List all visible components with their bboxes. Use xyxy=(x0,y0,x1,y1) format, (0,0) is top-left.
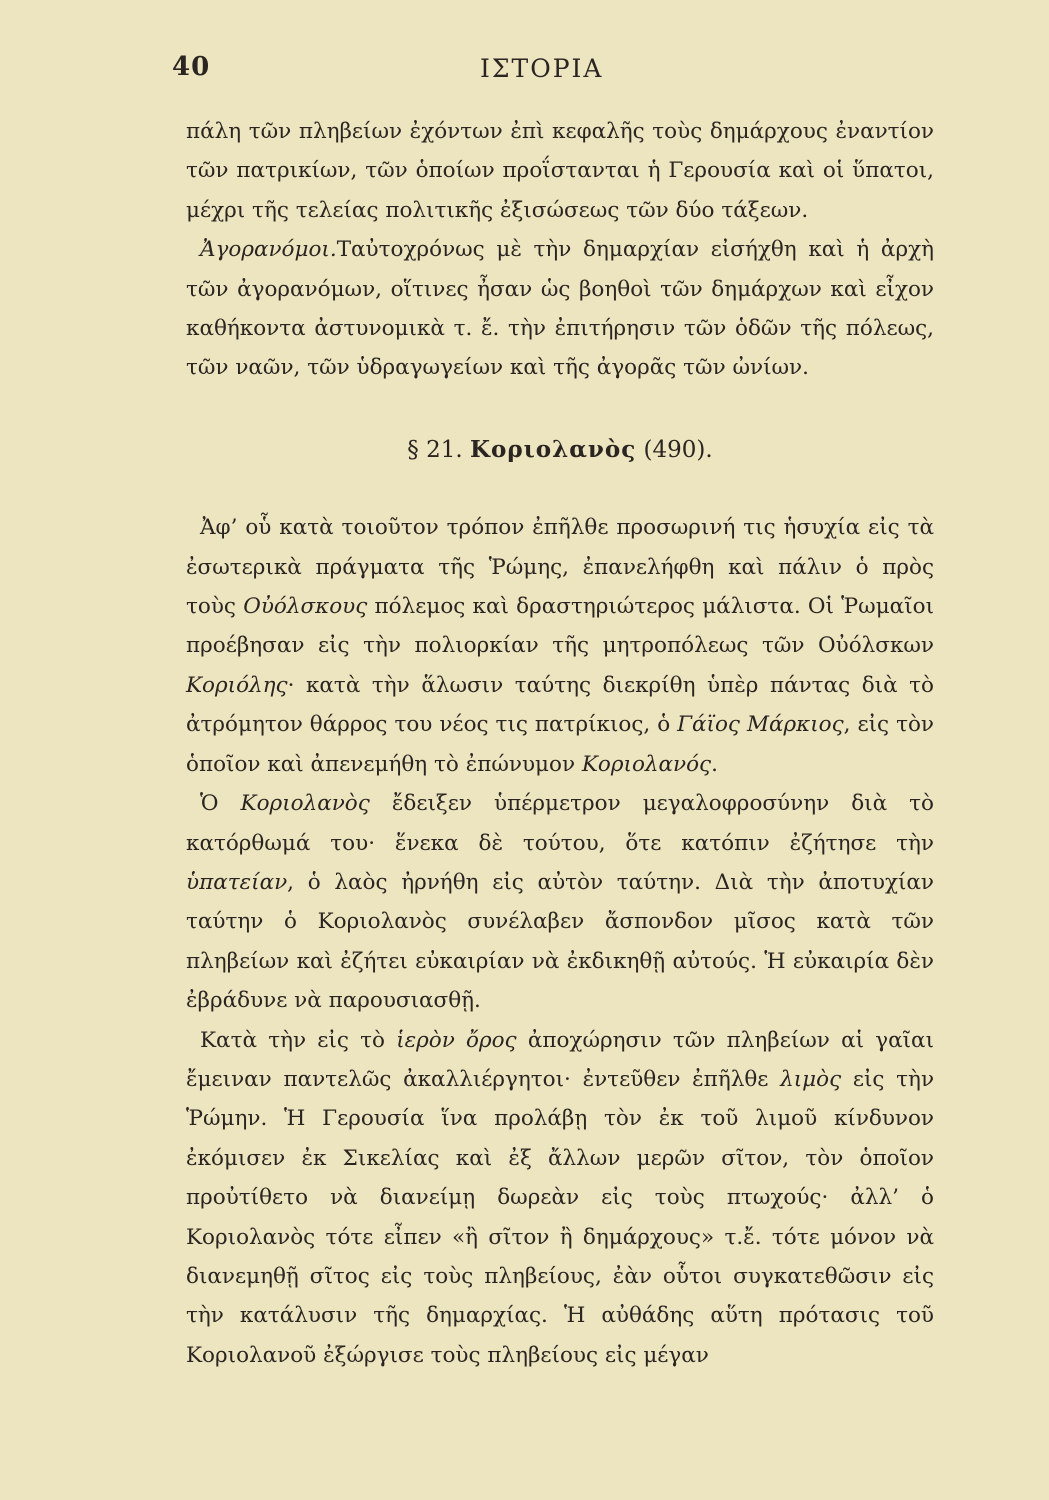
p1-italic-coriolanus: Κοριολανός xyxy=(581,751,712,777)
p3-italic-sacred-mount: ἱερὸν ὄρος xyxy=(396,1027,517,1053)
running-title: ΙΣΤΟΡΙΑ xyxy=(480,54,604,83)
p2-italic-coriolanus: Κοριολανὸς xyxy=(240,791,370,817)
section-heading xyxy=(186,430,934,470)
p2-text-c: , ὁ λαὸς ἠρνήθη εἰς αὐτὸν ταύτην. Διὰ τὴν ἀποτυχίαν ταύτην ὁ Κοριολανὸς συνέλαβεν ἄσπονδον μῖσος κατὰ τῶν πληβείων καὶ ἐζήτει εὐκαιρίαν νὰ ἐκδικηθῇ αὐτούς. Ἡ εὐκαιρία δὲν ἐβράδυνε νὰ παρουσιασθῇ. xyxy=(186,869,934,1014)
p3-text-a: Κατὰ τὴν εἰς τὸ xyxy=(200,1027,397,1053)
p3-italic-famine: λιμὸς xyxy=(780,1066,842,1092)
p1-italic-gaius-marcius: Γάϊος Μάρκιος xyxy=(677,712,844,738)
p3-text-c: εἰς τὴν Ῥώμην. Ἡ Γερουσία ἵνα προλάβῃ τὸν ἐκ τοῦ λιμοῦ κίνδυνον ἐκόμισεν ἐκ Σικελίας καὶ ἐξ ἄλλων μερῶν σῖτον, τὸν ὁποῖον προὐτίθετο νὰ διανείμῃ δωρεὰν εἰς τοὺς πτωχούς· ἀλλ’ ὁ Κοριολανὸς τότε εἶπεν «ἢ σῖτον ἢ δημάρχους» τ.ἔ. τότε μόνον νὰ διανεμηθῇ σῖτος εἰς τοὺς πληβείους, ἐὰν οὗτοι συγκατεθῶσιν εἰς τὴν κατάλυσιν τῆς δημαρχίας. Ἡ αὐθάδης αὕτη πρότασις τοῦ Κοριολανοῦ ἐξώργισε τοὺς πληβείους εἰς μέγαν xyxy=(186,1066,935,1368)
p1-italic-volscians: Οὐόλσκους xyxy=(243,594,368,620)
body-text xyxy=(186,112,934,1375)
p2-text-a: Ὁ xyxy=(200,791,241,817)
paragraph-agoranomoi xyxy=(186,230,934,388)
p2-text-b: ἔδειξεν ὑπέρμετρον μεγαλοφροσύνην διὰ τὸ κατόρθωμά του· ἕνεκα δὲ τούτου, ὅτε κατόπιν ἐζήτησε τὴν xyxy=(186,791,934,856)
p1-text-d: , εἰς τὸν ὁποῖον καὶ ἀπενεμήθη τὸ ἐπώνυμον xyxy=(186,712,934,777)
p1-text-e: . xyxy=(711,751,718,777)
section-date: (490). xyxy=(643,436,713,463)
paragraph-3 xyxy=(186,1021,934,1376)
p1-italic-corioli: Κοριόλης xyxy=(186,672,288,698)
agoranomoi-title: Ἀγορανόμοι. xyxy=(200,237,337,263)
page-number: 40 xyxy=(172,52,211,82)
p1-text-b: πόλεμος καὶ δραστηριώτερος μάλιστα. Οἱ Ῥωμαῖοι προέβησαν εἰς τὴν πολιορκίαν τῆς μητροπόλεως τῶν Οὐόλσκων xyxy=(186,594,934,659)
p3-text-b: ἀποχώρησιν τῶν πληβείων αἱ γαῖαι ἔμειναν παντελῶς ἀκαλλιέργητοι· ἐντεῦθεν ἐπῆλθε xyxy=(186,1027,935,1092)
agoranomoi-text: Ταὐτοχρόνως μὲ τὴν δημαρχίαν εἰσήχθη καὶ ἡ ἀρχὴ τῶν ἀγορανόμων, οἵτινες ἦσαν ὡς βοηθοὶ τῶν δημάρχων καὶ εἶχον καθήκοντα ἀστυνομικὰ τ. ἔ. τὴν ἐπιτήρησιν τῶν ὁδῶν τῆς πόλεως, τῶν ναῶν, τῶν ὑδραγωγείων καὶ τῆς ἀγορᾶς τῶν ὠνίων. xyxy=(186,237,934,381)
p2-italic-consulship: ὑπατείαν xyxy=(186,869,288,895)
section-title: Κοριολανὸς xyxy=(469,435,637,463)
paragraph-2 xyxy=(186,784,934,1020)
paragraph-continuation: πάλη τῶν πληβείων ἐχόντων ἐπὶ κεφαλῆς τοὺς δημάρχους ἐναντίον τῶν πατρικίων, τῶν ὁποίων προΐστανται ἡ Γερουσία καὶ οἱ ὕπατοι, μέχρι τῆς τελείας πολιτικῆς ἐξισώσεως τῶν δύο τάξεων. xyxy=(186,119,934,223)
paragraph-1 xyxy=(186,508,934,784)
section-number: § 21. xyxy=(407,436,463,463)
p1-text-a: Ἀφ’ οὗ κατὰ τοιοῦτον τρόπον ἐπῆλθε προσωρινή τις ἡσυχία εἰς τὰ ἐσωτερικὰ πράγματα τῆς Ῥώμης, ἐπανελήφθη καὶ πάλιν ὁ πρὸς τοὺς xyxy=(186,515,934,620)
p1-text-c: · κατὰ τὴν ἅλωσιν ταύτης διεκρίθη ὑπὲρ πάντας διὰ τὸ ἀτρόμητον θάρρος του νέος τις πατρίκιος, ὁ xyxy=(186,672,934,738)
